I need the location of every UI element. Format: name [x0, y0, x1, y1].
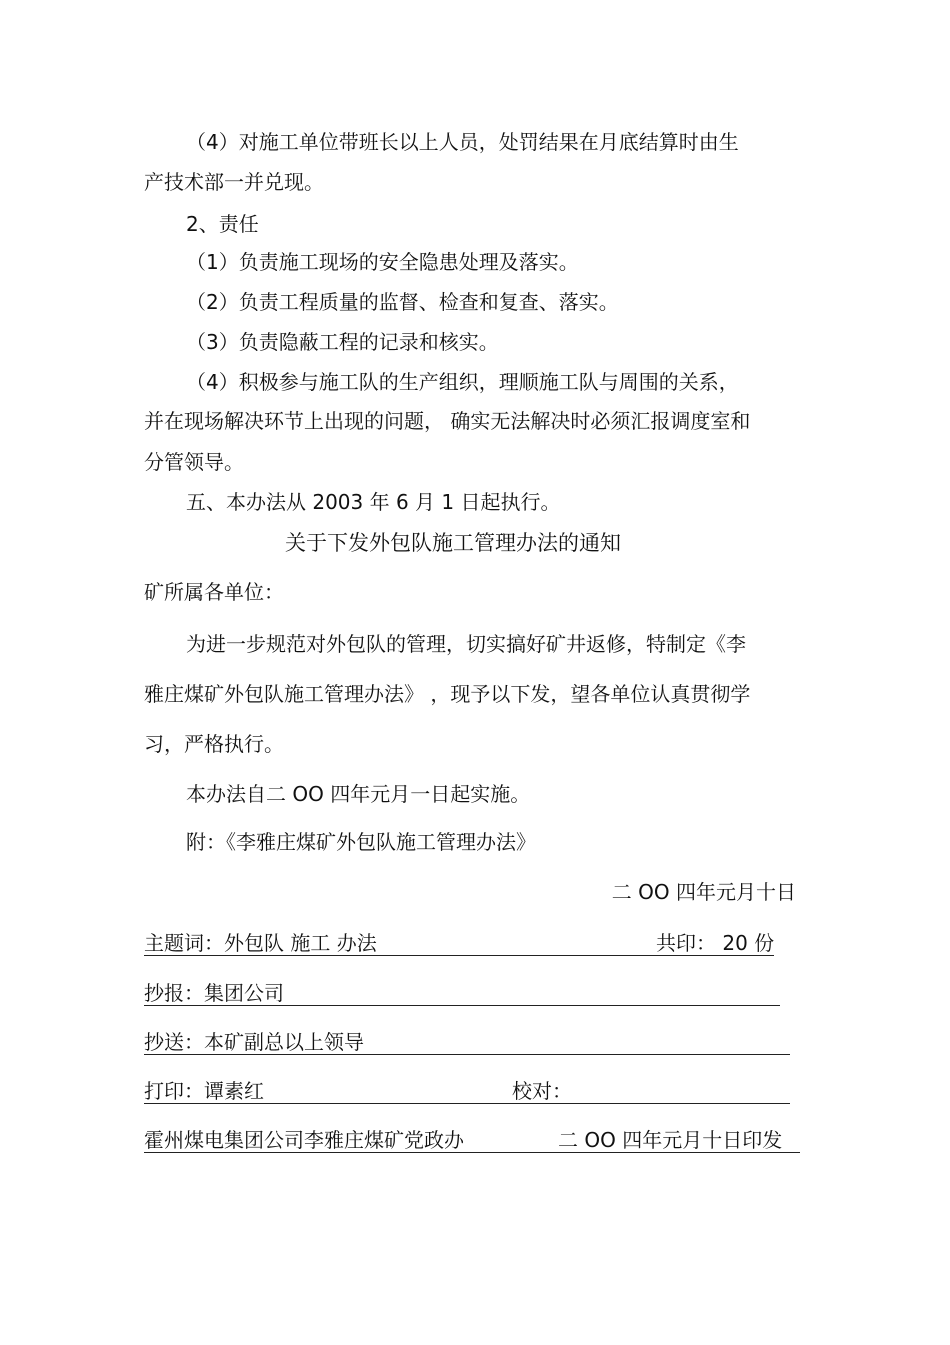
notice-paragraph-1-line-1: 为进一步规范对外包队的管理，切实搞好矿井返修，特制定《李: [186, 632, 746, 656]
footer-cc-report-row: [144, 979, 780, 1006]
notice-paragraph-1-line-3: 习，严格执行。: [144, 732, 284, 756]
footer-typist-row: [144, 1077, 790, 1104]
footer-copies: 共印： 20 份: [656, 931, 775, 955]
footer-issue-date: 二 OO 四年元月十日印发: [558, 1128, 783, 1152]
notice-paragraph-1-line-2: 雅庄煤矿外包队施工管理办法》 ，现予以下发，望各单位认真贯彻学: [144, 682, 751, 706]
notice-salutation: 矿所属各单位：: [144, 580, 284, 604]
responsibility-item-3: （3）负责隐蔽工程的记录和核实。: [186, 330, 499, 354]
footer-keywords: 主题词：外包队 施工 办法: [144, 931, 377, 955]
section-heading-responsibility: 2、责任: [186, 212, 259, 236]
paragraph-penalty-4-cont: 产技术部一并兑现。: [144, 170, 324, 194]
notice-paragraph-2: 本办法自二 OO 四年元月一日起实施。: [186, 782, 531, 806]
footer-cc-send-row: [144, 1028, 790, 1055]
responsibility-item-4-cont2: 分管领导。: [144, 450, 244, 474]
responsibility-item-2: （2）负责工程质量的监督、检查和复查、落实。: [186, 290, 619, 314]
footer-issuer-row: [144, 1126, 800, 1153]
responsibility-item-1: （1）负责施工现场的安全隐患处理及落实。: [186, 250, 579, 274]
section-5-effective-date: 五、本办法从 2003 年 6 月 1 日起执行。: [186, 490, 561, 514]
footer-keywords-row: [144, 929, 774, 956]
footer-cc-send: 抄送：本矿副总以上领导: [144, 1030, 364, 1054]
notice-date: 二 OO 四年元月十日: [611, 880, 796, 904]
footer-cc-report: 抄报：集团公司: [144, 981, 284, 1005]
paragraph-penalty-4: （4）对施工单位带班长以上人员，处罚结果在月底结算时由生: [186, 130, 739, 154]
responsibility-item-4: （4）积极参与施工队的生产组织，理顺施工队与周围的关系，: [186, 370, 739, 394]
footer-typist: 打印：谭素红: [144, 1079, 264, 1103]
responsibility-item-4-cont1: 并在现场解决环节上出现的问题， 确实无法解决时必须汇报调度室和: [144, 409, 751, 433]
notice-attachment: 附：《李雅庄煤矿外包队施工管理办法》: [186, 830, 536, 854]
footer-issuer: 霍州煤电集团公司李雅庄煤矿党政办: [144, 1128, 464, 1152]
notice-title: 关于下发外包队施工管理办法的通知: [285, 531, 621, 555]
footer-proofread: 校对：: [512, 1079, 572, 1103]
